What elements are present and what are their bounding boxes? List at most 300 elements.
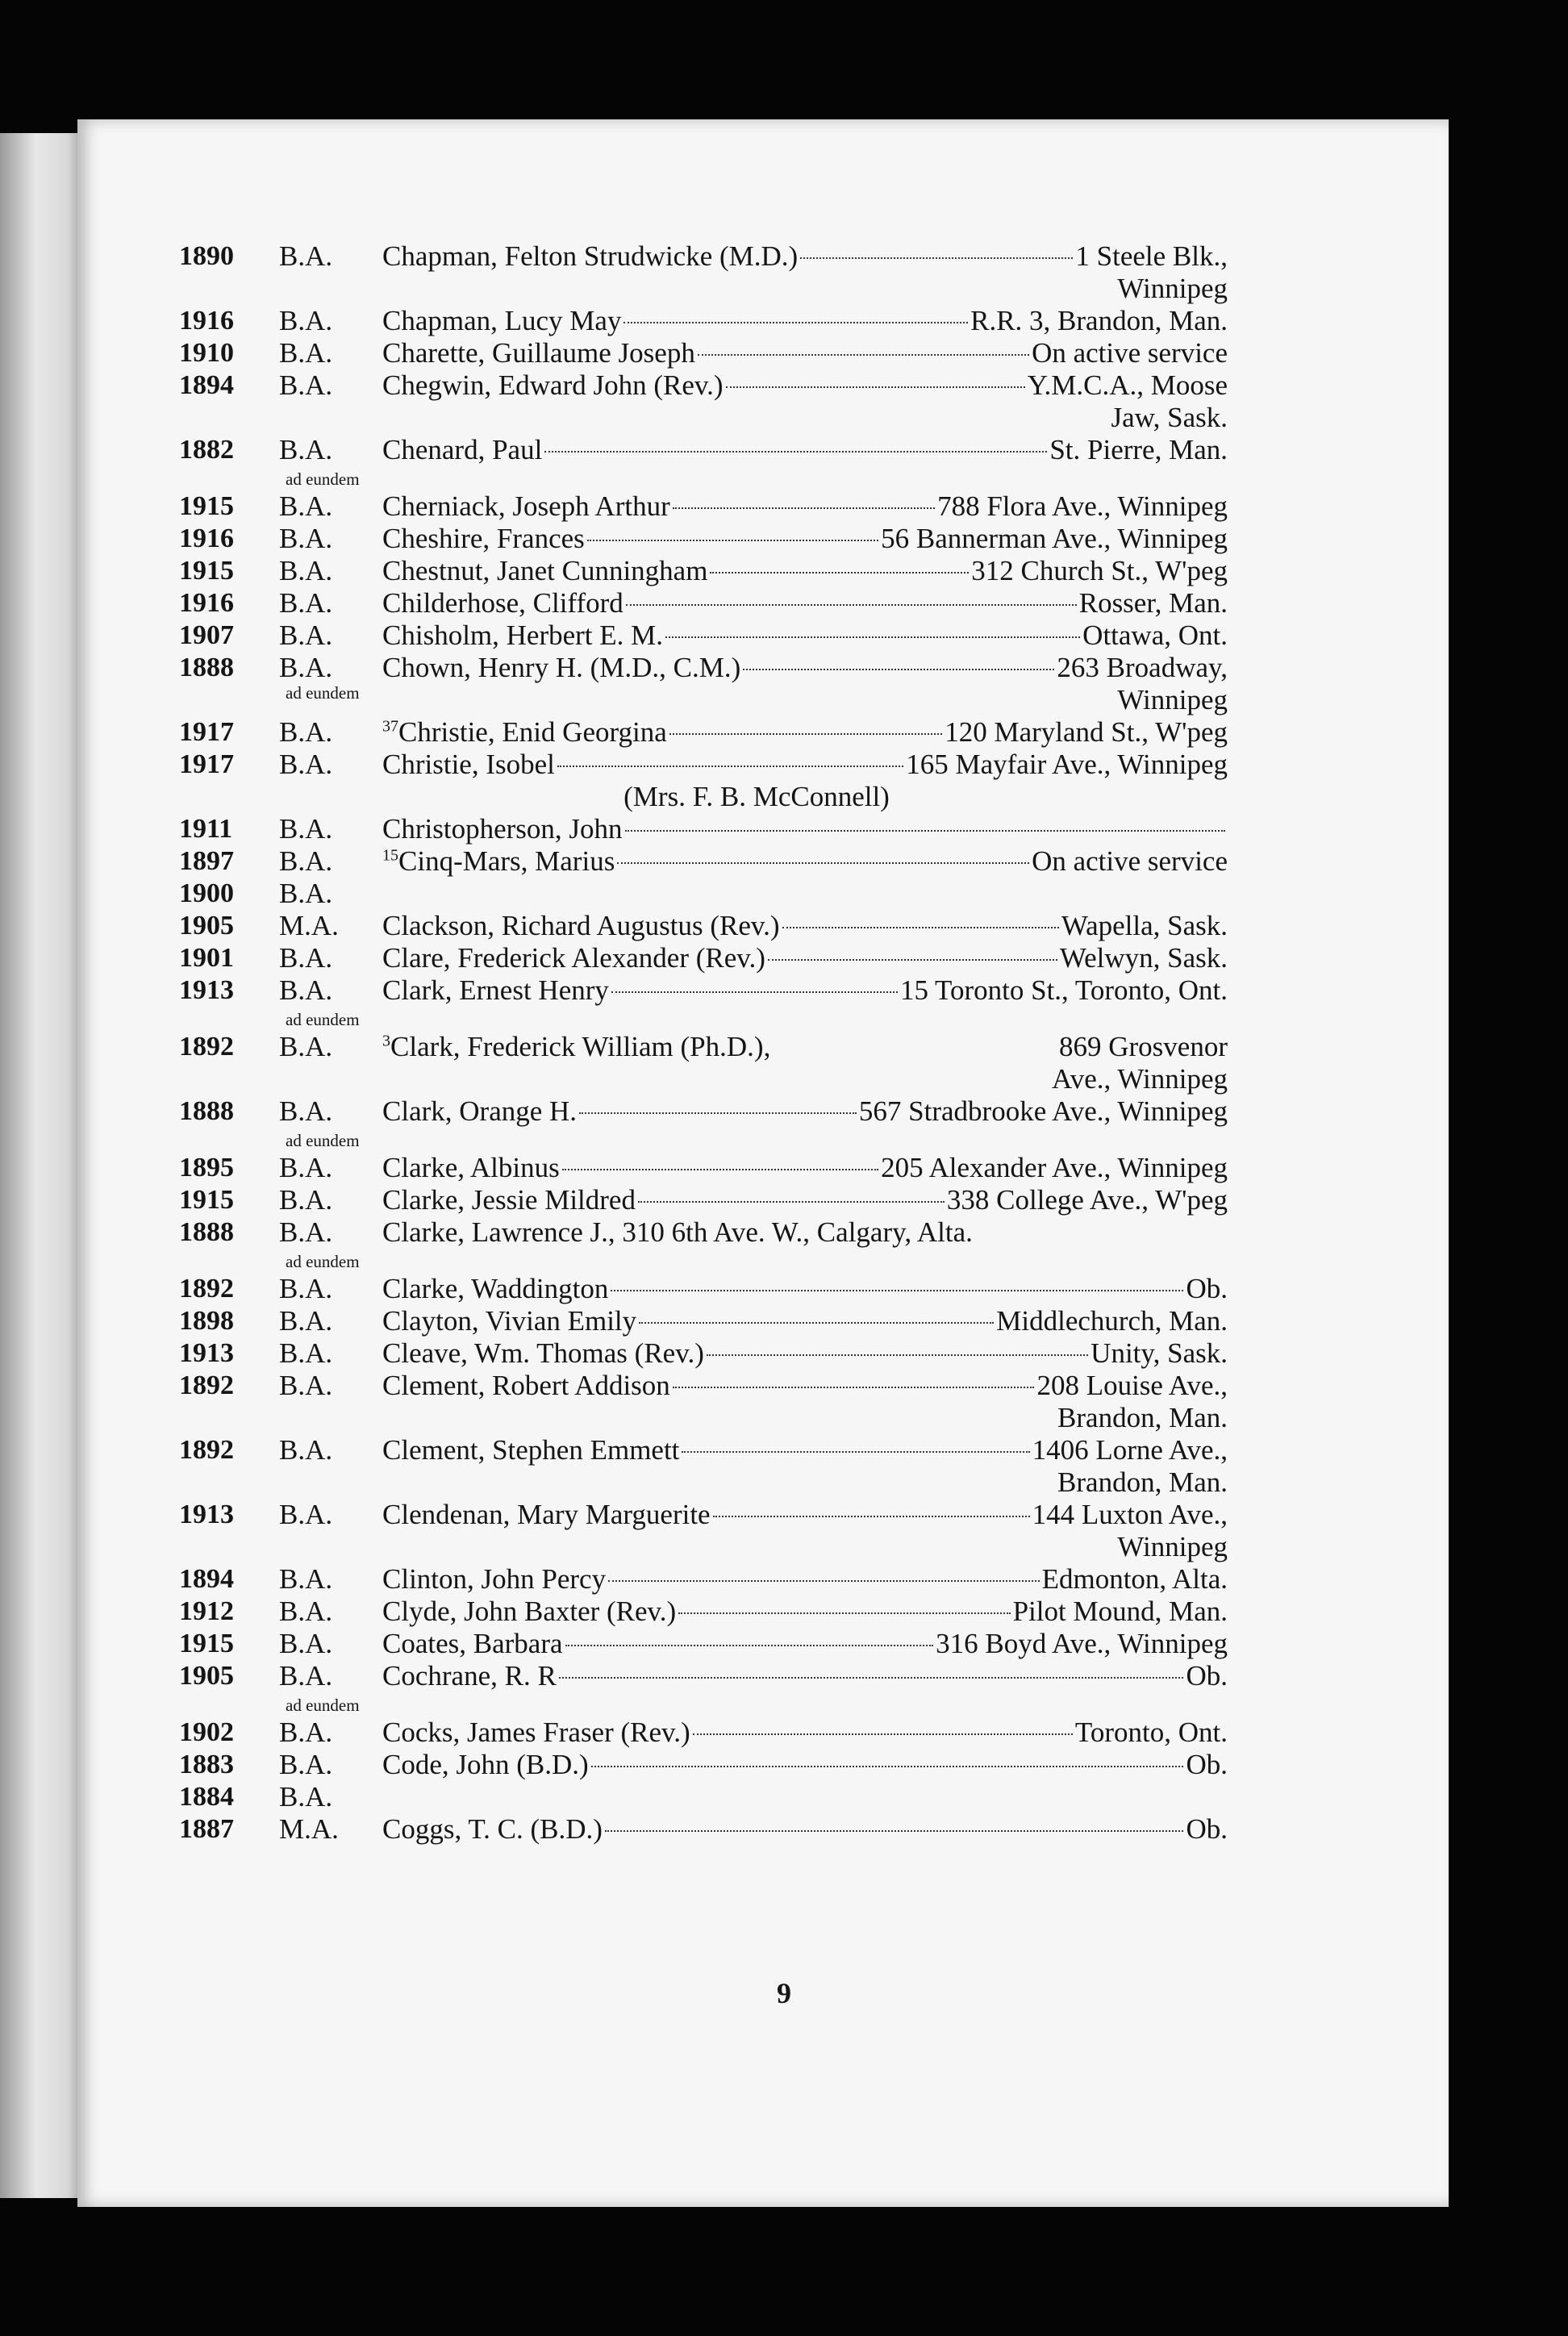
register-entry — [179, 1660, 1228, 1692]
register-entry — [179, 942, 1228, 974]
entry-address-continued: Winnipeg — [1117, 684, 1228, 715]
register-entry — [179, 845, 1228, 878]
entry-year: 1894 — [179, 370, 234, 400]
entry-degree: B.A. — [279, 749, 333, 780]
entry-name-text: Cocks, James Fraser (Rev.) — [382, 1717, 690, 1748]
entry-name — [382, 337, 695, 369]
entry-degree: B.A. — [279, 845, 333, 877]
entry-text — [382, 523, 1228, 555]
entry-text — [382, 1781, 1228, 1813]
entry-address: Ob. — [1186, 1749, 1228, 1780]
entry-address-continued: Brandon, Man. — [1057, 1402, 1228, 1433]
register-entry — [179, 619, 1228, 652]
entry-text — [382, 1596, 1228, 1628]
dot-leader — [544, 450, 1047, 453]
entry-address: Unity, Sask. — [1091, 1337, 1228, 1369]
entry-degree: B.A. — [279, 1563, 333, 1595]
entry-address: On active service — [1032, 845, 1228, 877]
entry-name-text: Clarke, Jessie Mildred — [382, 1184, 636, 1216]
entry-text — [382, 1813, 1228, 1846]
dot-leader — [562, 1168, 878, 1170]
entry-name — [382, 523, 585, 555]
entry-address: 869 Grosvenor — [1059, 1031, 1228, 1062]
register-entry — [179, 716, 1228, 749]
register-entry — [179, 587, 1228, 619]
register-entry — [179, 1216, 1228, 1249]
dot-leader — [591, 1765, 1184, 1767]
entry-name-text: Clare, Frederick Alexander (Rev.) — [382, 942, 765, 974]
entry-address: Ottawa, Ont. — [1082, 619, 1228, 651]
spacer — [179, 1063, 279, 1095]
register-entry — [179, 1499, 1228, 1563]
entry-name — [382, 369, 724, 402]
register-entry — [179, 1628, 1228, 1660]
register-entry — [179, 1095, 1228, 1128]
entry-address: Pilot Mound, Man. — [1012, 1596, 1228, 1627]
dot-leader — [605, 1829, 1184, 1832]
entry-name — [382, 1563, 606, 1596]
entry-name — [382, 1749, 589, 1781]
dot-leader — [587, 539, 878, 541]
dot-leader — [565, 1644, 934, 1646]
entry-address: 205 Alexander Ave., Winnipeg — [881, 1152, 1228, 1183]
entry-degree: B.A. — [279, 240, 333, 272]
register-entry — [179, 813, 1228, 845]
entry-year: 1915 — [179, 1629, 234, 1658]
dot-leader — [743, 668, 1054, 670]
entry-degree: B.A. — [279, 1660, 333, 1692]
dot-leader — [678, 1612, 1010, 1614]
entry-name-text: Cheshire, Frances — [382, 523, 585, 554]
register-entry — [179, 1305, 1228, 1337]
entry-text — [382, 845, 1228, 878]
entry-year: 1887 — [179, 1814, 234, 1844]
entry-address: Rosser, Man. — [1078, 587, 1228, 619]
ad-eundem-note: ad eundem — [286, 683, 360, 703]
spacer — [179, 684, 279, 716]
entry-degree: B.A. — [279, 1628, 333, 1659]
entry-text — [382, 1337, 1228, 1370]
register-entry — [179, 1749, 1228, 1781]
register-entry — [179, 1010, 1228, 1095]
entry-degree: B.A. — [279, 716, 333, 748]
entry-name-text: Clark, Orange H. — [382, 1095, 578, 1127]
entry-name — [382, 813, 623, 845]
entry-year: 1915 — [179, 1185, 234, 1215]
entry-text — [382, 1628, 1228, 1660]
spacer — [179, 273, 279, 305]
entry-year: 1917 — [179, 749, 234, 779]
entry-year: 1892 — [179, 1032, 234, 1062]
entry-year: 1897 — [179, 846, 234, 876]
entry-address: 788 Flora Ave., Winnipeg — [937, 490, 1228, 522]
entry-address: 1406 Lorne Ave., — [1032, 1434, 1228, 1466]
dot-leader — [768, 958, 1057, 961]
entry-text — [382, 974, 1228, 1007]
entry-degree: B.A. — [279, 1337, 333, 1369]
dot-leader — [800, 257, 1073, 259]
entry-year: 1892 — [179, 1370, 234, 1400]
entry-text — [382, 813, 1228, 845]
entry-year: 1883 — [179, 1750, 234, 1779]
entry-text — [382, 749, 1228, 781]
entry-degree: B.A. — [279, 1596, 333, 1627]
dot-leader — [665, 636, 1080, 638]
entry-address-continued: (Mrs. F. B. McConnell) — [623, 781, 890, 812]
entry-name-text: Coggs, T. C. (B.D.) — [382, 1813, 603, 1845]
entry-address: Middlechurch, Man. — [996, 1305, 1228, 1337]
entry-name — [382, 490, 670, 523]
entry-name-text: Chestnut, Janet Cunningham — [382, 555, 708, 586]
entry-text — [382, 1152, 1228, 1184]
entry-address-continued: Ave., Winnipeg — [1052, 1063, 1228, 1095]
dot-leader — [707, 1354, 1088, 1356]
register-entry — [179, 1781, 1228, 1813]
entry-name — [382, 1305, 636, 1337]
spacer — [279, 1531, 382, 1563]
spacer — [279, 273, 382, 305]
entry-name — [382, 1596, 676, 1628]
dot-leader — [579, 1112, 857, 1114]
entry-name-text: Childerhose, Clifford — [382, 587, 623, 619]
entry-text — [382, 1216, 1228, 1249]
entry-name-text: Chapman, Felton Strudwicke (M.D.) — [382, 240, 799, 272]
entry-name — [382, 1717, 690, 1749]
entry-address-continued: Winnipeg — [1117, 273, 1228, 304]
dot-leader — [669, 732, 942, 735]
page-number: 9 — [777, 1977, 791, 2009]
entry-name — [382, 942, 765, 974]
entry-address: Ob. — [1186, 1273, 1228, 1304]
footnote-marker: 37 — [382, 717, 398, 736]
entry-year: 1892 — [179, 1435, 234, 1465]
entry-year: 1890 — [179, 241, 234, 271]
entry-degree: B.A. — [279, 974, 333, 1006]
entry-year: 1888 — [179, 653, 234, 682]
entry-name — [382, 619, 663, 652]
entry-name-text: Clackson, Richard Augustus (Rev.) — [382, 910, 780, 941]
entry-year: 1907 — [179, 620, 234, 650]
entry-degree: B.A. — [279, 813, 333, 845]
entry-degree: B.A. — [279, 878, 333, 909]
entry-name — [382, 1216, 973, 1249]
entry-name-text: Cleave, Wm. Thomas (Rev.) — [382, 1337, 704, 1369]
ad-eundem-note: ad eundem — [286, 1010, 360, 1029]
entry-name-text: Code, John (B.D.) — [382, 1749, 589, 1780]
entry-name — [382, 1031, 770, 1063]
dot-leader — [682, 1450, 1029, 1453]
entry-address: Ob. — [1186, 1660, 1228, 1692]
entry-degree: B.A. — [279, 1273, 333, 1304]
entry-address-continued: Winnipeg — [1117, 1531, 1228, 1562]
entry-degree: B.A. — [279, 652, 333, 683]
entry-name-text: Christopherson, John — [382, 813, 623, 845]
entry-year: 1895 — [179, 1153, 234, 1183]
dot-leader — [623, 321, 968, 323]
entry-degree: M.A. — [279, 1813, 339, 1845]
entry-name — [382, 1434, 679, 1466]
ad-eundem-note: ad eundem — [286, 1252, 360, 1271]
entry-text — [382, 1095, 1228, 1128]
entry-name-text: Cherniack, Joseph Arthur — [382, 490, 670, 522]
entry-name — [382, 910, 780, 942]
entry-text — [382, 1717, 1228, 1749]
entry-year: 1910 — [179, 338, 234, 368]
dot-leader — [638, 1200, 945, 1203]
entry-name-text: Clement, Stephen Emmett — [382, 1434, 680, 1466]
entry-address: 165 Mayfair Ave., Winnipeg — [906, 749, 1228, 780]
entry-name-text: Clement, Robert Addison — [382, 1370, 670, 1401]
entry-name-text: Chisholm, Herbert E. M. — [382, 619, 664, 651]
entry-address: 567 Stradbrooke Ave., Winnipeg — [858, 1095, 1228, 1127]
dot-leader — [559, 1676, 1184, 1679]
entry-year: 1915 — [179, 491, 234, 521]
entry-degree: B.A. — [279, 1216, 333, 1248]
entry-name-text: Clark, Frederick William (Ph.D.), — [390, 1031, 771, 1062]
entry-name — [382, 1499, 711, 1531]
entry-year: 1905 — [179, 911, 234, 941]
register-entry — [179, 1184, 1228, 1216]
entry-year: 1913 — [179, 1338, 234, 1368]
entry-year: 1916 — [179, 306, 234, 336]
entry-address: 316 Boyd Ave., Winnipeg — [936, 1628, 1228, 1659]
entry-text — [382, 434, 1228, 466]
spacer — [279, 1402, 382, 1434]
entry-name-text: Clark, Ernest Henry — [382, 974, 609, 1006]
entry-name — [382, 845, 615, 878]
entry-text — [382, 652, 1228, 684]
entry-text — [382, 1031, 1228, 1063]
entry-name-text: Clendenan, Mary Marguerite — [382, 1499, 711, 1530]
ad-eundem-note: ad eundem — [286, 469, 360, 489]
register-entry — [179, 749, 1228, 813]
register-entry — [179, 878, 1228, 910]
register-entry — [179, 469, 1228, 523]
entry-name — [382, 1370, 670, 1402]
entry-year: 1882 — [179, 435, 234, 465]
register-entry — [179, 240, 1228, 305]
register-entry — [179, 305, 1228, 337]
dot-leader — [726, 386, 1025, 388]
spacer — [279, 1063, 382, 1095]
entry-year: 1905 — [179, 1661, 234, 1691]
register-entry — [179, 1563, 1228, 1596]
entry-name-text: Cinq-Mars, Marius — [398, 845, 615, 877]
register-entry — [179, 1337, 1228, 1370]
entry-address: Ob. — [1186, 1813, 1228, 1845]
dot-leader — [698, 353, 1029, 356]
entry-text — [382, 1184, 1228, 1216]
entry-name — [382, 1337, 704, 1370]
spacer — [279, 781, 382, 813]
entry-address: 144 Luxton Ave., — [1032, 1499, 1228, 1530]
entry-text — [382, 555, 1228, 587]
entry-degree: B.A. — [279, 434, 333, 465]
dot-leader — [626, 603, 1077, 606]
register-entry — [179, 1434, 1228, 1499]
entry-address: On active service — [1032, 337, 1228, 369]
entry-address-continued: Jaw, Sask. — [1111, 402, 1228, 433]
entry-degree: B.A. — [279, 555, 333, 586]
dot-leader — [617, 861, 1029, 864]
entry-degree: B.A. — [279, 942, 333, 974]
entry-text — [382, 1434, 1228, 1466]
entry-address: 208 Louise Ave., — [1036, 1370, 1228, 1401]
dot-leader — [625, 829, 1226, 832]
entry-name — [382, 1152, 560, 1184]
register-entry — [179, 1696, 1228, 1749]
entry-address: 1 Steele Blk., — [1075, 240, 1228, 272]
spacer — [179, 402, 279, 434]
entry-name-text: Chapman, Lucy May — [382, 305, 622, 336]
register-entry — [179, 974, 1228, 1007]
dot-leader — [710, 571, 969, 574]
entry-name-text: Christie, Enid Georgina — [398, 716, 667, 748]
entry-name — [382, 716, 667, 749]
entry-text — [382, 942, 1228, 974]
dot-leader — [713, 1515, 1030, 1517]
entry-year: 1913 — [179, 1500, 234, 1529]
spacer — [179, 1466, 279, 1499]
entry-address: 120 Maryland St., W'peg — [945, 716, 1228, 748]
dot-leader — [693, 1733, 1073, 1735]
entry-text — [382, 1563, 1228, 1596]
entry-year: 1898 — [179, 1306, 234, 1336]
entry-year: 1915 — [179, 556, 234, 586]
entry-text — [382, 337, 1228, 369]
entry-text — [382, 369, 1228, 402]
entry-address: Wapella, Sask. — [1061, 910, 1228, 941]
entry-address-continued: Brandon, Man. — [1057, 1466, 1228, 1498]
entry-name — [382, 1628, 563, 1660]
entry-address: 338 College Ave., W'peg — [946, 1184, 1228, 1216]
entry-degree: B.A. — [279, 490, 333, 522]
footnote-marker: 15 — [382, 846, 398, 865]
entry-year: 1913 — [179, 975, 234, 1005]
register-entry — [179, 1370, 1228, 1434]
entry-address: R.R. 3, Brandon, Man. — [970, 305, 1228, 336]
entry-address: St. Pierre, Man. — [1049, 434, 1228, 465]
register-entry — [179, 555, 1228, 587]
ad-eundem-note: ad eundem — [286, 1131, 360, 1150]
entry-text — [382, 878, 1228, 910]
spacer — [279, 402, 382, 434]
entry-name-text: Chegwin, Edward John (Rev.) — [382, 369, 724, 401]
entry-text — [382, 1273, 1228, 1305]
entry-degree: B.A. — [279, 1781, 333, 1812]
entry-address: 56 Bannerman Ave., Winnipeg — [881, 523, 1228, 554]
entry-degree: B.A. — [279, 587, 333, 619]
entry-address: 312 Church St., W'peg — [971, 555, 1228, 586]
entry-name-text: Charette, Guillaume Joseph — [382, 337, 695, 369]
entry-name — [382, 587, 623, 619]
entry-name — [382, 434, 542, 466]
entry-year: 1884 — [179, 1782, 234, 1812]
entry-year: 1894 — [179, 1564, 234, 1594]
entry-name — [382, 555, 707, 587]
entry-text — [382, 240, 1228, 273]
entry-name-text: Clinton, John Percy — [382, 1563, 607, 1595]
entry-text — [382, 716, 1228, 749]
entry-address: 263 Broadway, — [1057, 652, 1228, 683]
entry-degree: M.A. — [279, 910, 339, 941]
entry-year: 1916 — [179, 588, 234, 618]
entry-text — [382, 1749, 1228, 1781]
entry-name — [382, 305, 621, 337]
entry-degree: B.A. — [279, 1499, 333, 1530]
spacer — [179, 1402, 279, 1434]
entry-name — [382, 652, 740, 684]
entry-name — [382, 974, 609, 1007]
entry-year: 1888 — [179, 1096, 234, 1126]
entry-name — [382, 1184, 636, 1216]
entry-year: 1911 — [179, 814, 233, 844]
entry-name — [382, 749, 555, 781]
entry-degree: B.A. — [279, 1749, 333, 1780]
entry-name-text: Clyde, John Baxter (Rev.) — [382, 1596, 677, 1627]
entry-year: 1900 — [179, 878, 234, 908]
entry-name-text: Chown, Henry H. (M.D., C.M.) — [382, 652, 741, 683]
entry-name-text: Christie, Isobel — [382, 749, 555, 780]
entry-name — [382, 1660, 557, 1692]
entry-text — [382, 490, 1228, 523]
ad-eundem-note: ad eundem — [286, 1696, 360, 1715]
dot-leader — [611, 1289, 1183, 1291]
entry-year: 1912 — [179, 1596, 234, 1626]
register-entry — [179, 434, 1228, 466]
entry-degree: B.A. — [279, 1184, 333, 1216]
dot-leader — [639, 1321, 994, 1324]
spacer — [279, 1466, 382, 1499]
dot-leader — [782, 926, 1059, 928]
entry-name-text: Chenard, Paul — [382, 434, 543, 465]
entry-year: 1892 — [179, 1274, 234, 1304]
register-entry — [179, 1252, 1228, 1305]
entry-address: Welwyn, Sask. — [1059, 942, 1228, 974]
entry-address: 15 Toronto St., Toronto, Ont. — [899, 974, 1228, 1006]
entry-text — [382, 587, 1228, 619]
register-entry — [179, 652, 1228, 716]
dot-leader — [673, 1386, 1035, 1388]
entry-text — [382, 910, 1228, 942]
entry-degree: B.A. — [279, 1095, 333, 1127]
entry-name-text: Clarke, Lawrence J., 310 6th Ave. W., Calgary, Alta. — [382, 1216, 973, 1248]
register-entry — [179, 523, 1228, 555]
entry-text — [382, 1370, 1228, 1402]
entry-address: Edmonton, Alta. — [1041, 1563, 1228, 1595]
entry-year: 1888 — [179, 1217, 234, 1247]
entry-degree: B.A. — [279, 523, 333, 554]
dot-leader — [673, 507, 935, 509]
entry-degree: B.A. — [279, 1370, 333, 1401]
entry-name-text: Cochrane, R. R — [382, 1660, 557, 1692]
dot-leader — [611, 991, 898, 993]
entry-name-text: Clarke, Albinus — [382, 1152, 560, 1183]
entry-degree: B.A. — [279, 619, 333, 651]
dot-leader — [557, 765, 903, 767]
footnote-marker: 3 — [382, 1032, 390, 1050]
entry-degree: B.A. — [279, 305, 333, 336]
entry-degree: B.A. — [279, 337, 333, 369]
entry-name-text: Clayton, Vivian Emily — [382, 1305, 637, 1337]
dot-leader — [608, 1579, 1040, 1582]
entry-degree: B.A. — [279, 1031, 333, 1062]
register-entry — [179, 1813, 1228, 1846]
register-entry — [179, 337, 1228, 369]
entry-degree: B.A. — [279, 369, 333, 401]
spacer — [179, 781, 279, 813]
entry-year: 1901 — [179, 943, 234, 973]
